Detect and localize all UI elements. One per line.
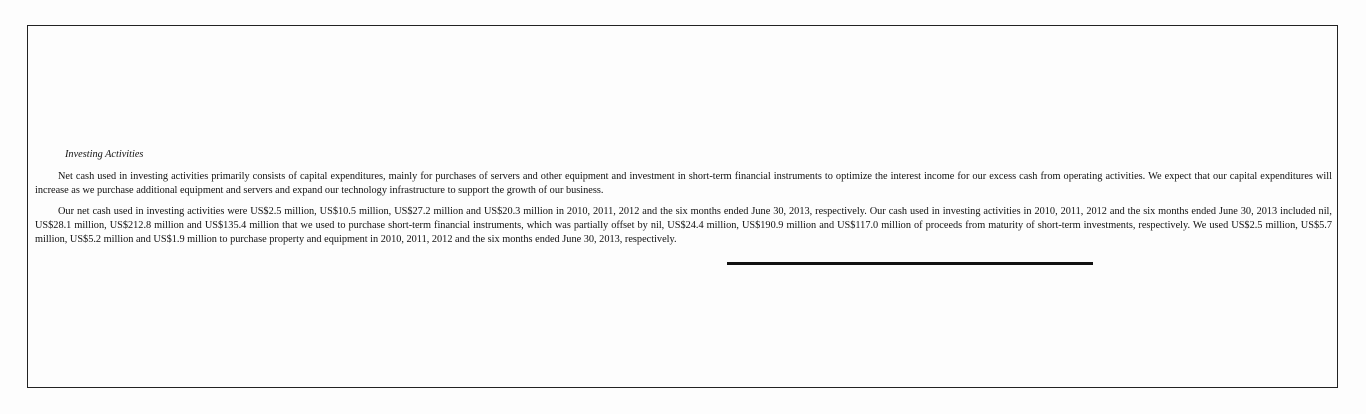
paragraph-capital-expenditures: Net cash used in investing activities primarily consists of capital expenditures, mainly for purchases of servers and other equipment and investment in short-term financial instruments to optimize the interest income for our excess cash from operating activities. We expect that our capital expenditures will increase as we purchase additional equipment and servers and expand our technology infrastructure to support the growth of our business. xyxy=(35,171,1332,196)
annotation-underline xyxy=(727,262,1093,265)
section-heading: Investing Activities xyxy=(65,149,144,160)
document-frame xyxy=(27,25,1338,388)
paragraph-net-cash-investing: Our net cash used in investing activities were US$2.5 million, US$10.5 million, US$27.2 million and US$20.3 million in 2010, 2011, 2012 and the six months ended June 30, 2013, respectively. Our cash used in investing activities in 2010, 2011, 2012 and the six months ended June 30, 2013 included nil, US$28.1 million, US$212.8 million and US$135.4 million that we used to purchase short-term financial instruments, which was partially offset by nil, US$24.4 million, US$190.9 million and US$117.0 million of proceeds from maturity of short-term investments, respectively. We used US$2.5 million, US$5.7 million, US$5.2 million and US$1.9 million to purchase property and equipment in 2010, 2011, 2012 and the six months ended June 30, 2013, respectively. xyxy=(35,206,1332,245)
document-body xyxy=(35,148,1332,254)
